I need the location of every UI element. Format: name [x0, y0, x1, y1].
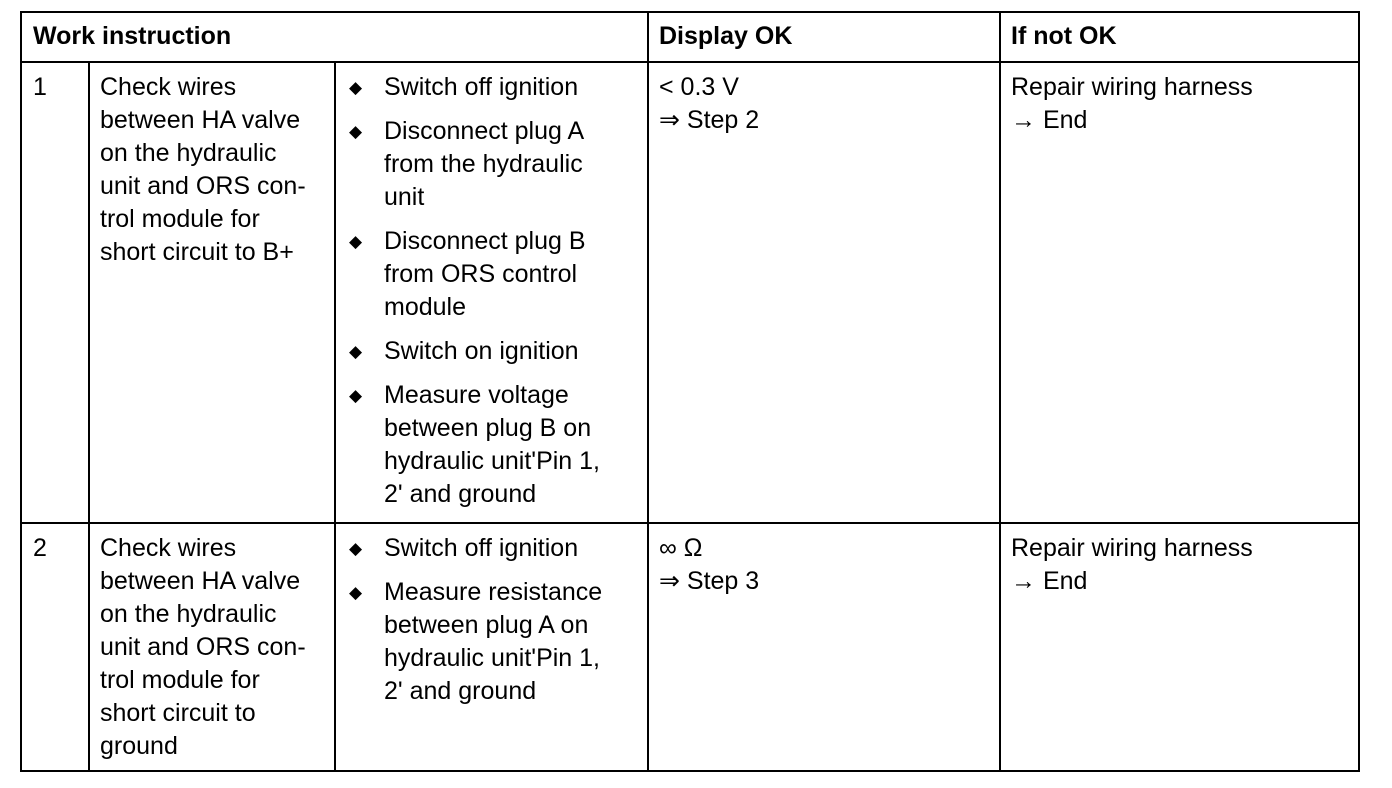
column-divider-check — [334, 62, 336, 770]
row-2-display-ok — [659, 532, 759, 598]
row-2-check-description — [100, 532, 306, 763]
step-item: ◆ Measure voltage between plug B on hydraulic unit'Pin 1, 2' and ground — [349, 381, 601, 508]
check-line: Check wires — [100, 534, 237, 562]
check-line: on the hydraulic — [100, 139, 277, 167]
work-instruction-table — [20, 11, 1360, 772]
diamond-bullet-icon: ◆ — [349, 583, 363, 602]
check-line: ground — [100, 732, 178, 760]
check-line: trol module for — [100, 666, 260, 694]
check-line: between HA valve — [100, 567, 301, 595]
header-display-ok: Display OK — [659, 22, 793, 50]
remedy-action: Repair wiring harness — [1011, 73, 1253, 101]
diamond-bullet-icon: ◆ — [349, 122, 363, 141]
check-line: short circuit to — [100, 699, 256, 727]
remedy-next: → End — [1011, 567, 1088, 595]
display-next-step: ⇒ Step 2 — [659, 106, 760, 134]
check-line: between HA valve — [100, 106, 301, 134]
check-line: Check wires — [100, 73, 237, 101]
diamond-bullet-icon: ◆ — [349, 78, 363, 97]
step-item: ◆ Switch on ignition — [348, 335, 600, 368]
check-line: on the hydraulic — [100, 600, 277, 628]
column-divider-display — [647, 13, 649, 770]
row-1-display-ok — [659, 71, 759, 137]
row-1-steps — [348, 71, 600, 522]
step-item: ◆ Switch off ignition — [348, 71, 600, 104]
display-next-step: ⇒ Step 3 — [659, 567, 760, 595]
header-divider — [22, 61, 1358, 63]
step-item: ◆ Switch off ignition — [348, 532, 602, 565]
diamond-bullet-icon: ◆ — [349, 539, 363, 558]
display-value: ∞ Ω — [659, 534, 703, 562]
column-divider-notok — [999, 13, 1001, 770]
row-1-if-not-ok — [1011, 71, 1253, 137]
header-if-not-ok: If not OK — [1011, 22, 1117, 50]
diamond-bullet-icon: ◆ — [349, 386, 363, 405]
diamond-bullet-icon: ◆ — [349, 232, 363, 251]
diamond-bullet-icon: ◆ — [349, 342, 363, 361]
display-value: < 0.3 V — [659, 73, 739, 101]
row-2-number: 2 — [33, 534, 47, 562]
row-1-check-description — [100, 71, 306, 269]
row-divider — [22, 522, 1358, 524]
step-item: ◆ Measure resistance between plug A on hydraulic unit'Pin 1, 2' and ground — [349, 578, 603, 705]
column-divider-number — [88, 62, 90, 770]
check-line: unit and ORS con- — [100, 172, 306, 200]
step-item: ◆ Disconnect plug A from the hydraulic unit — [349, 117, 585, 211]
check-line: short circuit to B+ — [100, 238, 294, 266]
check-line: trol module for — [100, 205, 260, 233]
row-2-steps — [348, 532, 602, 719]
step-item: ◆ Disconnect plug B from ORS control module — [349, 227, 586, 321]
remedy-next: → End — [1011, 106, 1088, 134]
row-1-number: 1 — [33, 73, 47, 101]
header-work-instruction: Work instruction — [33, 22, 232, 50]
row-2-if-not-ok — [1011, 532, 1253, 598]
check-line: unit and ORS con- — [100, 633, 306, 661]
remedy-action: Repair wiring harness — [1011, 534, 1253, 562]
